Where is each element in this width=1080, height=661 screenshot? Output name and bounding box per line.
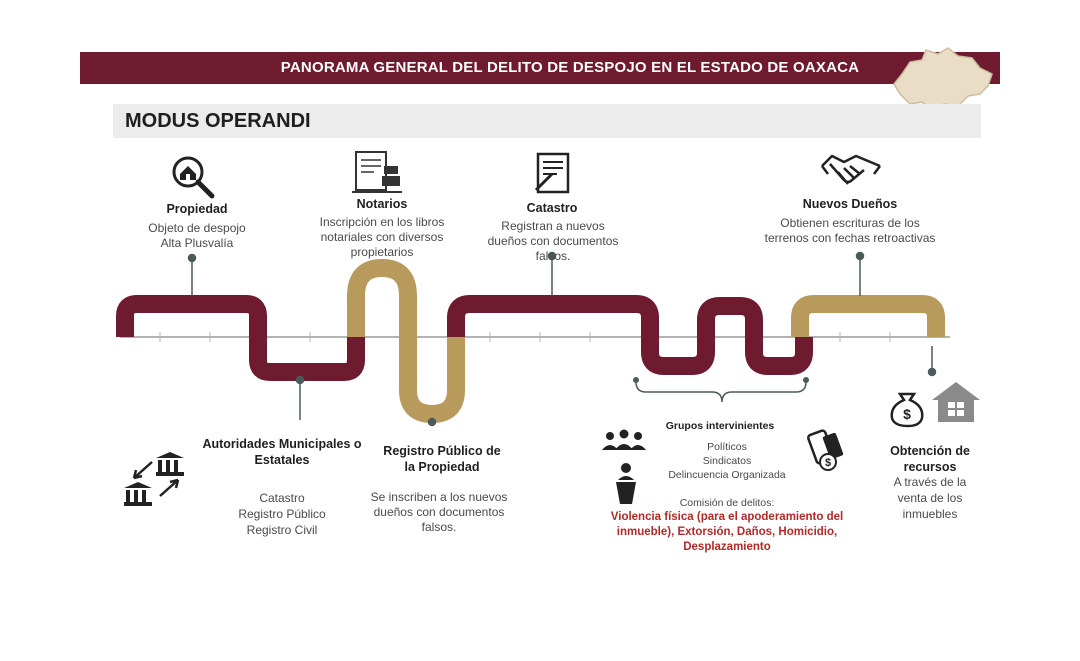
obtencion-line-2: venta de los bbox=[897, 491, 963, 505]
registro-title-line-1: Registro Público de bbox=[383, 444, 501, 458]
nuevos-line-1: Obtienen escrituras de los bbox=[780, 216, 920, 230]
delitos-line-3: Desplazamiento bbox=[683, 541, 771, 553]
comision-label: Comisión de delitos: bbox=[679, 497, 775, 509]
catastro-line-2: dueños con documentos bbox=[487, 234, 619, 248]
obtencion-line-1: A través de la bbox=[893, 475, 967, 489]
registro-line-3: falsos. bbox=[421, 520, 457, 534]
propiedad-title: Propiedad bbox=[166, 202, 228, 216]
people-group-icon bbox=[602, 430, 646, 451]
catastro-line-3: falsos. bbox=[535, 249, 571, 263]
obtencion-title bbox=[880, 443, 980, 475]
registro-title-line-2: la Propiedad bbox=[404, 460, 480, 474]
document-sign-icon bbox=[536, 154, 568, 192]
delitos-line-2: inmueble), Extorsión, Daños, Homicidio, bbox=[616, 526, 838, 538]
obtencion-title-line-2: recursos bbox=[903, 460, 957, 474]
grupos-desc bbox=[650, 440, 804, 482]
notarios-title: Notarios bbox=[356, 197, 408, 211]
delitos-list bbox=[592, 510, 862, 555]
autoridades-title-line-2: Estatales bbox=[254, 453, 310, 467]
autoridades-line-3: Registro Civil bbox=[246, 523, 318, 537]
registro-desc bbox=[354, 490, 524, 535]
catastro-desc bbox=[478, 219, 628, 264]
page-title: PANORAMA GENERAL DEL DELITO DE DESPOJO EN EL ESTADO DE OAXACA bbox=[280, 59, 860, 76]
nuevos-line-2: terrenos con fechas retroactivas bbox=[764, 231, 936, 245]
svg-text:$: $ bbox=[903, 406, 911, 422]
house-search-icon bbox=[174, 158, 212, 196]
path-segment-maroon-2 bbox=[456, 304, 804, 366]
notarios-line-1: Inscripción en los libros bbox=[319, 215, 445, 229]
svg-text:$: $ bbox=[824, 457, 832, 469]
propiedad-line-2: Alta Plusvalía bbox=[160, 236, 234, 250]
speaker-podium-icon bbox=[616, 463, 636, 504]
path-segment-gold-2 bbox=[800, 304, 936, 337]
obtencion-title-line-1: Obtención de bbox=[890, 444, 970, 458]
autoridades-line-1: Catastro bbox=[259, 491, 305, 505]
money-bag-icon bbox=[892, 394, 923, 426]
autoridades-desc bbox=[212, 490, 352, 538]
notarios-line-2: notariales con diversos bbox=[320, 230, 444, 244]
grupos-line-2: Sindicatos bbox=[702, 455, 752, 467]
scroll-stamp-icon bbox=[352, 152, 402, 192]
obtencion-desc bbox=[880, 474, 980, 522]
propiedad-line-1: Objeto de despojo bbox=[148, 221, 246, 235]
autoridades-title bbox=[190, 436, 374, 468]
grupos-line-3: Delincuencia Organizada bbox=[668, 469, 786, 481]
nuevos-title: Nuevos Dueños bbox=[802, 197, 898, 211]
grupos-line-1: Políticos bbox=[707, 441, 747, 453]
path-segment-gold-1 bbox=[356, 268, 456, 414]
obtencion-line-3: inmuebles bbox=[902, 507, 958, 521]
registro-line-2: dueños con documentos bbox=[373, 505, 505, 519]
delitos-line-1: Violencia física (para el apoderamiento del bbox=[610, 511, 844, 523]
registro-title bbox=[370, 443, 514, 475]
house-icon bbox=[932, 382, 980, 422]
autoridades-title-line-1: Autoridades Municipales o bbox=[202, 437, 362, 451]
section-title: MODUS OPERANDI bbox=[125, 110, 311, 132]
propiedad-desc bbox=[122, 221, 272, 251]
handshake-icon bbox=[822, 156, 880, 184]
notarios-line-3: propietarios bbox=[350, 245, 414, 259]
notarios-desc bbox=[300, 215, 464, 260]
grupos-bracket bbox=[636, 382, 806, 402]
grupos-title: Grupos intervinientes bbox=[665, 420, 775, 432]
autoridades-line-2: Registro Público bbox=[238, 507, 326, 521]
catastro-line-1: Registran a nuevos bbox=[501, 219, 605, 233]
exchange-buildings-icon bbox=[124, 452, 184, 506]
registro-line-1: Se inscriben a los nuevos bbox=[370, 490, 508, 504]
phone-money-icon bbox=[807, 430, 843, 470]
catastro-title: Catastro bbox=[526, 201, 578, 215]
nuevos-desc bbox=[750, 216, 950, 246]
connector-pins bbox=[189, 253, 936, 426]
